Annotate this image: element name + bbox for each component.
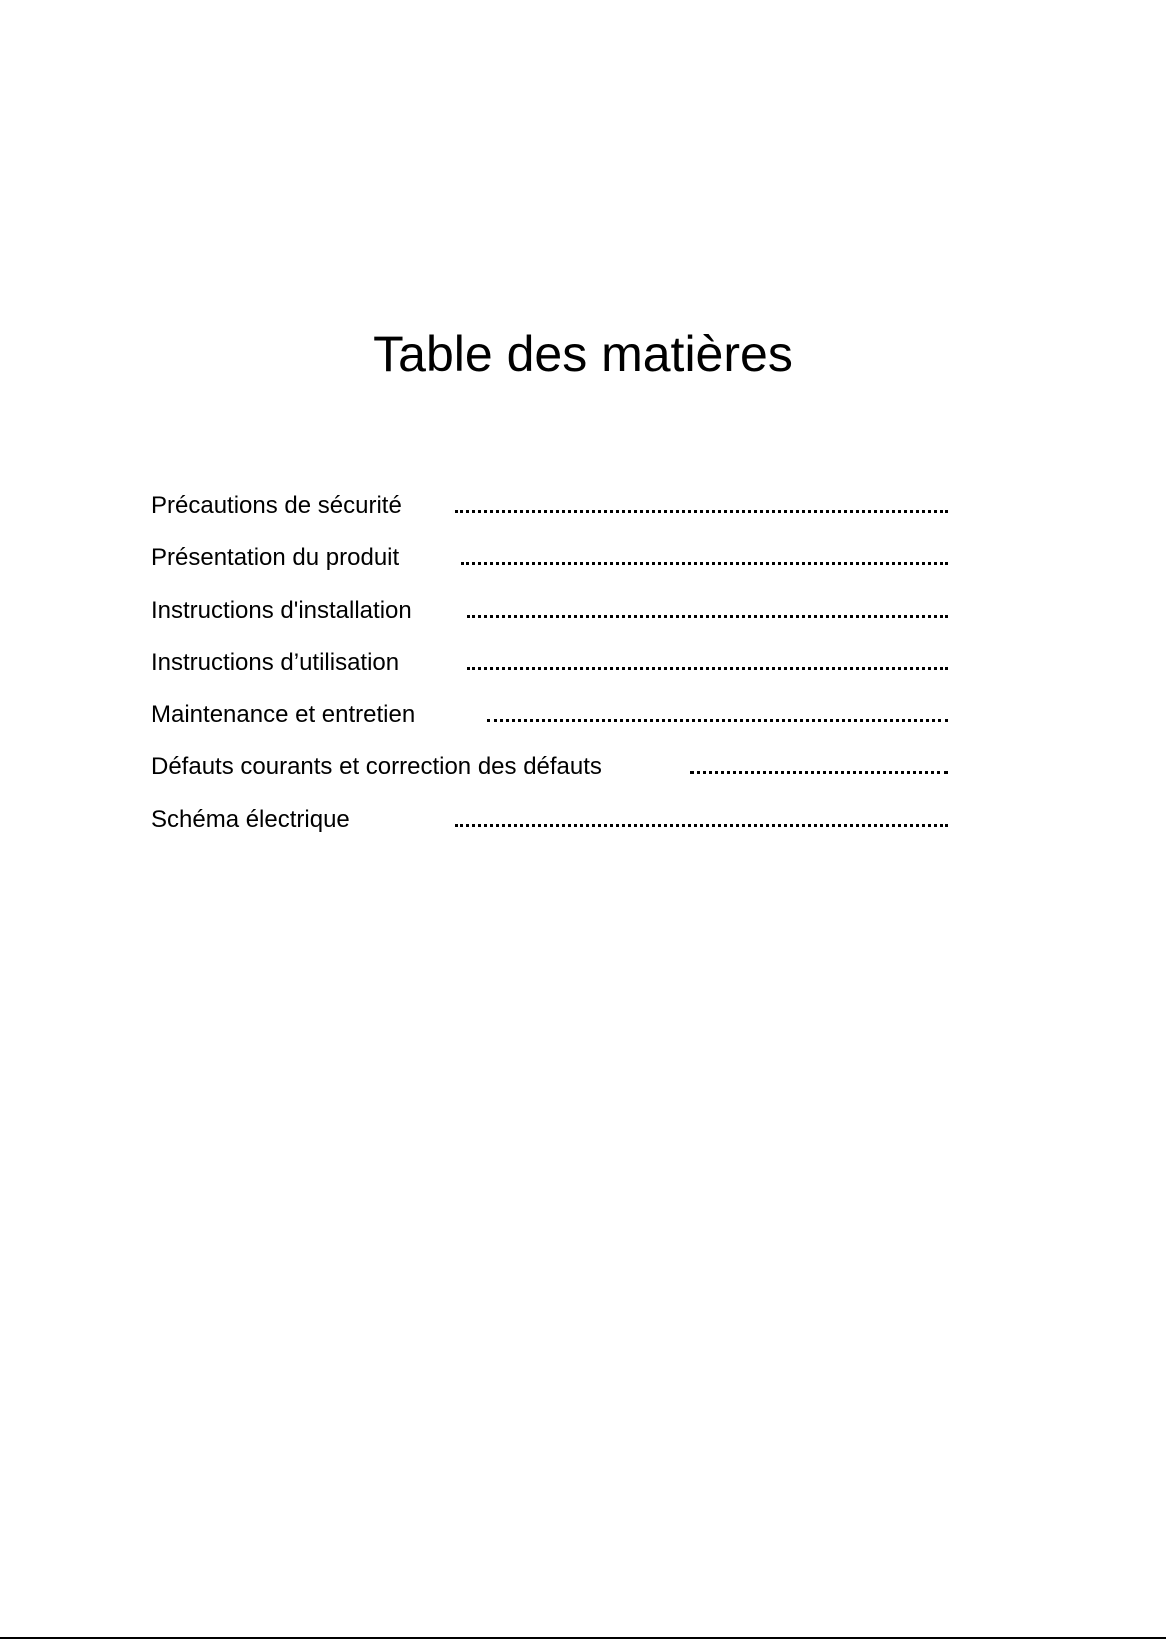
toc-entry-label: Instructions d’utilisation: [151, 648, 400, 676]
dot-leader: [461, 562, 948, 565]
table-of-contents: [151, 491, 948, 857]
dot-leader: [487, 719, 948, 722]
toc-entry-label: Instructions d'installation: [151, 596, 412, 624]
toc-entry-label: Défauts courants et correction des défauts: [151, 753, 602, 781]
page-title: Table des matières: [373, 326, 793, 382]
dot-leader: [690, 771, 948, 774]
dot-leader: [455, 824, 948, 827]
toc-entry-utilisation[interactable]: [151, 648, 948, 700]
toc-entry-label: Présentation du produit: [151, 544, 400, 572]
toc-entry-label: Précautions de sécurité: [151, 492, 402, 519]
toc-entry-schema[interactable]: [151, 805, 948, 857]
dot-leader: [467, 667, 948, 670]
dot-leader: [467, 615, 948, 618]
toc-entry-presentation[interactable]: [151, 543, 948, 595]
toc-entry-precautions[interactable]: [151, 491, 948, 543]
toc-entry-maintenance[interactable]: [151, 700, 948, 752]
toc-entry-label: Maintenance et entretien: [151, 701, 416, 729]
toc-entry-installation[interactable]: [151, 596, 948, 648]
dot-leader: [455, 510, 948, 513]
toc-entry-defauts[interactable]: [151, 752, 948, 804]
toc-entry-label: Schéma électrique: [151, 805, 350, 833]
